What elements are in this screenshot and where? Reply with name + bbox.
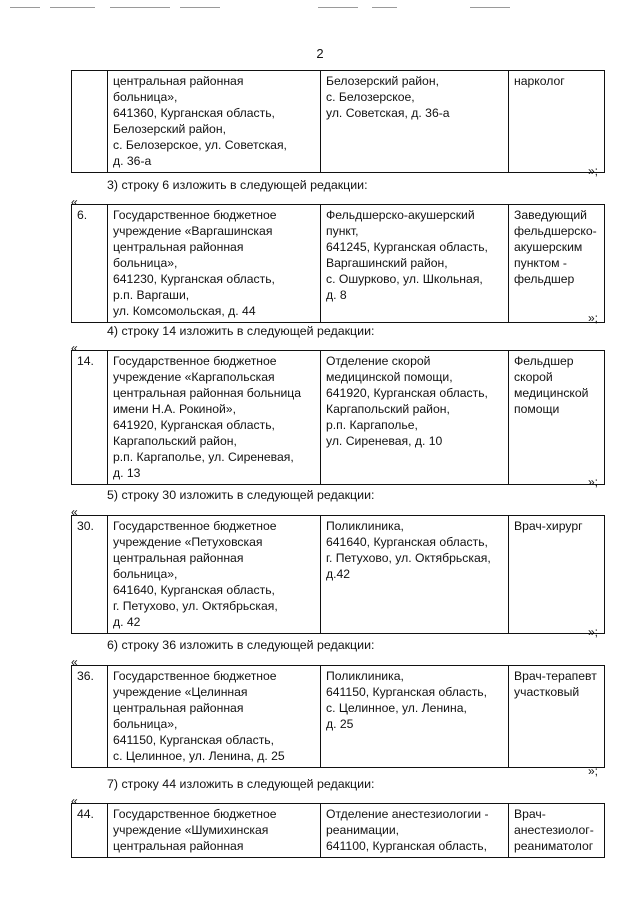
- row-number: 44.: [72, 804, 108, 858]
- closing-quote: »;: [588, 475, 599, 489]
- location-cell: Поликлиника, 641150, Курганская область, с. Целинное, ул. Ленина, д. 25: [321, 666, 509, 768]
- institution-cell: Государственное бюджетное учреждение «Варгашинская центральная районная больница», 641230, Курганская область, р.п. Варгаши, ул. Комсомольская, д. 44: [108, 205, 321, 323]
- institution-cell: центральная районная больница», 641360, Курганская область, Белозерский район, с. Белозерское, ул. Советская, д. 36-а: [108, 71, 321, 173]
- location-cell: Поликлиника, 641640, Курганская область, г. Петухово, ул. Октябрьская, д.42: [321, 516, 509, 634]
- position-cell: Заведующий фельдшерско- акушерским пунктом - фельдшер: [509, 205, 605, 323]
- scan-artifact: [10, 7, 40, 8]
- table-row-36: [71, 665, 605, 768]
- instruction-text: 7) строку 44 изложить в следующей редакции:: [107, 777, 375, 791]
- table-row-30: [71, 515, 605, 634]
- closing-quote: »;: [588, 311, 599, 325]
- location-cell: Белозерский район, с. Белозерское, ул. Советская, д. 36-а: [321, 71, 509, 173]
- opening-quote: «: [71, 794, 78, 808]
- scan-artifact: [50, 7, 95, 8]
- position-cell: Врач- анестезиолог- реаниматолог: [509, 804, 605, 858]
- table-row: [72, 804, 605, 858]
- instruction-text: 3) строку 6 изложить в следующей редакции:: [107, 178, 368, 192]
- table-continuation: [71, 70, 605, 173]
- table-row: [72, 516, 605, 634]
- page-number: 2: [316, 46, 324, 61]
- institution-cell: Государственное бюджетное учреждение «Целинная центральная районная больница», 641150, Курганская область, с. Целинное, ул. Ленина, д. 25: [108, 666, 321, 768]
- scan-artifact: [318, 7, 358, 8]
- closing-quote: »;: [588, 164, 599, 178]
- table-row: [72, 205, 605, 323]
- scan-artifact: [470, 7, 510, 8]
- opening-quote: «: [71, 195, 78, 209]
- institution-cell: Государственное бюджетное учреждение «Шумихинская центральная районная: [108, 804, 321, 858]
- scan-artifact: [180, 7, 220, 8]
- table-row-6: [71, 204, 605, 323]
- location-cell: Отделение скорой медицинской помощи, 641920, Курганская область, Каргапольский район, р.п. Каргаполье, ул. Сиреневая, д. 10: [321, 351, 509, 485]
- institution-cell: Государственное бюджетное учреждение «Петуховская центральная районная больница», 641640, Курганская область, г. Петухово, ул. Октябрьская, д. 42: [108, 516, 321, 634]
- row-number: 6.: [72, 205, 108, 323]
- instruction-text: 5) строку 30 изложить в следующей редакции:: [107, 488, 375, 502]
- institution-cell: Государственное бюджетное учреждение «Каргапольская центральная районная больница имени Н.А. Рокиной», 641920, Курганская область, Каргапольский район, р.п. Каргаполье, ул. Сиреневая, д. 13: [108, 351, 321, 485]
- row-number: 36.: [72, 666, 108, 768]
- table-row-14: [71, 350, 605, 485]
- table-row: [72, 71, 605, 173]
- opening-quote: «: [71, 341, 78, 355]
- position-cell: нарколог: [509, 71, 605, 173]
- table-row: [72, 351, 605, 485]
- row-number: 14.: [72, 351, 108, 485]
- location-cell: Фельдшерско-акушерский пункт, 641245, Курганская область, Варгашинский район, с. Ошурково, ул. Школьная, д. 8: [321, 205, 509, 323]
- scan-artifact: [372, 7, 397, 8]
- closing-quote: »;: [588, 764, 599, 778]
- position-cell: Врач-хирург: [509, 516, 605, 634]
- closing-quote: »;: [588, 625, 599, 639]
- position-cell: Врач-терапевт участковый: [509, 666, 605, 768]
- instruction-text: 4) строку 14 изложить в следующей редакции:: [107, 324, 375, 338]
- table-row-44: [71, 803, 605, 858]
- row-number: [72, 71, 108, 173]
- row-number: 30.: [72, 516, 108, 634]
- opening-quote: «: [71, 655, 78, 669]
- table-row: [72, 666, 605, 768]
- location-cell: Отделение анестезиологии - реанимации, 641100, Курганская область,: [321, 804, 509, 858]
- opening-quote: «: [71, 505, 78, 519]
- scan-artifact: [110, 7, 170, 8]
- position-cell: Фельдшер скорой медицинской помощи: [509, 351, 605, 485]
- instruction-text: 6) строку 36 изложить в следующей редакции:: [107, 638, 375, 652]
